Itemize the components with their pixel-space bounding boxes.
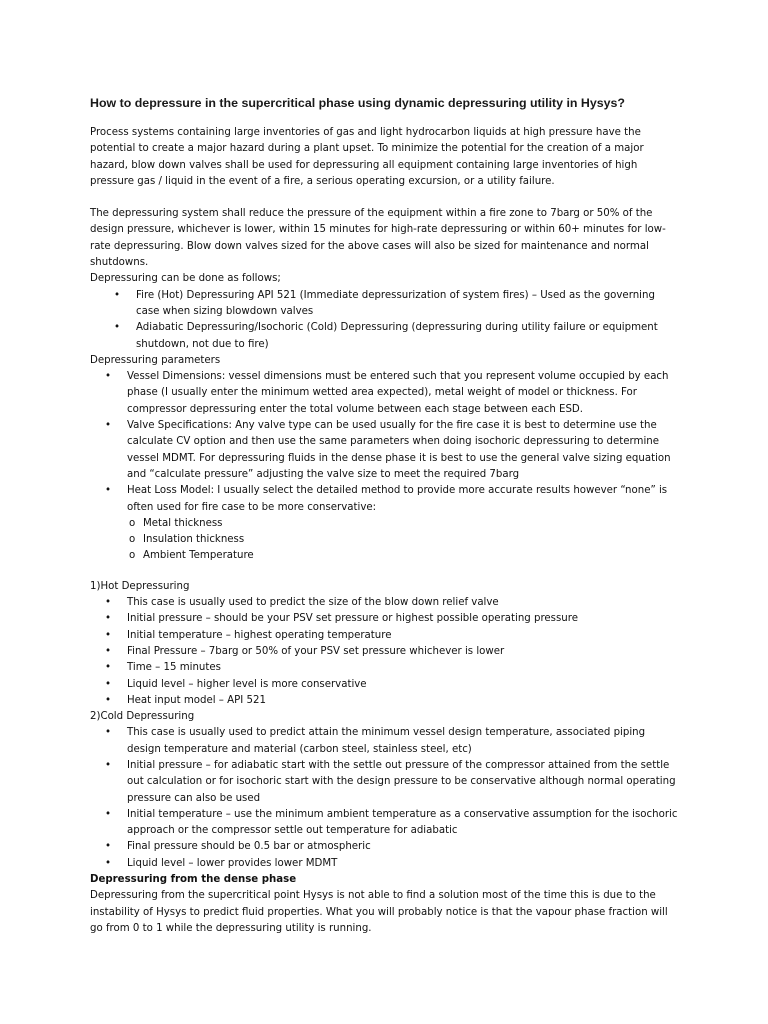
hot-depressuring-item: • Initial temperature – highest operating temperature: [90, 628, 678, 644]
dense-phase-heading: Depressuring from the dense phase: [90, 874, 297, 886]
hot-depressuring-item: • Time – 15 minutes: [90, 660, 678, 676]
cold-depressuring-item: • Final pressure should be 0.5 bar or atmospheric: [90, 839, 678, 855]
hot-depressuring-heading: 1)Hot Depressuring: [90, 580, 190, 592]
methods-heading: Depressuring can be done as follows;: [90, 273, 281, 285]
dense-phase-paragraph: Depressuring from the supercritical point Hysys is not able to find a solution most of the time this is due to the instability of Hysys to predict fluid properties. What you will probably notice is that the vapour phase fraction will go from 0 to 1 while the depressuring utility is running.: [90, 890, 668, 934]
hot-depressuring-item: • Liquid level – higher level is more conservative: [90, 677, 678, 693]
parameters-item-valve-specifications: • Valve Specifications: Any valve type can be used usually for the fire case it is best to determine use the calculate CV option and then use the same parameters when doing isochoric depressuring to determine vessel MDMT. For depressuring fluids in the dense phase it is best to use the general valve sizing equation and “calculate pressure” adjusting the valve size to meet the required 7barg: [90, 418, 678, 483]
hot-depressuring-item: • Heat input model – API 521: [90, 693, 678, 709]
methods-item-adiabatic: • Adiabatic Depressuring/Isochoric (Cold) Depressuring (depressuring during utility failure or equipment shutdown, not due to fire): [99, 320, 678, 353]
methods-list: [90, 288, 678, 353]
cold-depressuring-list: [90, 725, 678, 872]
parameters-item-heat-loss-model: • Heat Loss Model: I usually select the detailed method to provide more accurate results however “none” is often used for fire case to be more conservative:: [90, 483, 678, 516]
cold-depressuring-item: • Initial pressure – for adiabatic start with the settle out pressure of the compressor attained from the settle out calculation or for isochoric start with the design pressure to be conservative although normal operating pressure can also be used: [90, 758, 678, 807]
intro-paragraph: Process systems containing large inventories of gas and light hydrocarbon liquids at high pressure have the potential to create a major hazard during a plant upset. To minimize the potential for the creation of a major hazard, blow down valves shall be used for depressuring all equipment containing large inventories of high pressure gas / liquid in the event of a fire, a serious operating excursion, or a utility failure.: [90, 127, 644, 187]
cold-depressuring-item: • This case is usually used to predict attain the minimum vessel design temperature, associated piping design temperature and material (carbon steel, stainless steel, etc): [90, 725, 678, 758]
heat-loss-sublist: [90, 516, 678, 565]
hot-depressuring-item: • Final Pressure – 7barg or 50% of your PSV set pressure whichever is lower: [90, 644, 678, 660]
hot-depressuring-list: [90, 595, 678, 709]
methods-item-fire: • Fire (Hot) Depressuring API 521 (Immediate depressurization of system fires) – Used as the governing case when sizing blowdown valves: [99, 288, 678, 321]
cold-depressuring-item: • Liquid level – lower provides lower MDMT: [90, 856, 678, 872]
document-title: How to depressure in the supercritical phase using dynamic depressuring utility in Hysys?: [90, 96, 625, 110]
parameters-item-vessel-dimensions: • Vessel Dimensions: vessel dimensions must be entered such that you represent volume occupied by each phase (I usually enter the minimum wetted area expected), metal weight of model or thickness. For compressor depressuring enter the total volume between each stage between each ESD.: [90, 369, 678, 418]
depressuring-system-paragraph: The depressuring system shall reduce the pressure of the equipment within a fire zone to 7barg or 50% of the design pressure, whichever is lower, within 15 minutes for high-rate depressuring or within 60+ minutes for low-rate depressuring. Blow down valves sized for the above cases will also be sized for maintenance and normal shutdowns.: [90, 208, 666, 269]
heat-loss-subitem: o Insulation thickness: [90, 532, 678, 548]
parameters-list: [90, 369, 678, 516]
cold-depressuring-heading: 2)Cold Depressuring: [90, 711, 195, 723]
parameters-heading: Depressuring parameters: [90, 354, 221, 366]
heat-loss-subitem: o Ambient Temperature: [90, 548, 678, 564]
heat-loss-subitem: o Metal thickness: [90, 516, 678, 532]
hot-depressuring-item: • This case is usually used to predict the size of the blow down relief valve: [90, 595, 678, 611]
hot-depressuring-item: • Initial pressure – should be your PSV set pressure or highest possible operating pressure: [90, 611, 678, 627]
spacer: [90, 565, 678, 579]
cold-depressuring-item: • Initial temperature – use the minimum ambient temperature as a conservative assumption for the isochoric approach or the compressor settle out temperature for adiabatic: [90, 807, 678, 840]
